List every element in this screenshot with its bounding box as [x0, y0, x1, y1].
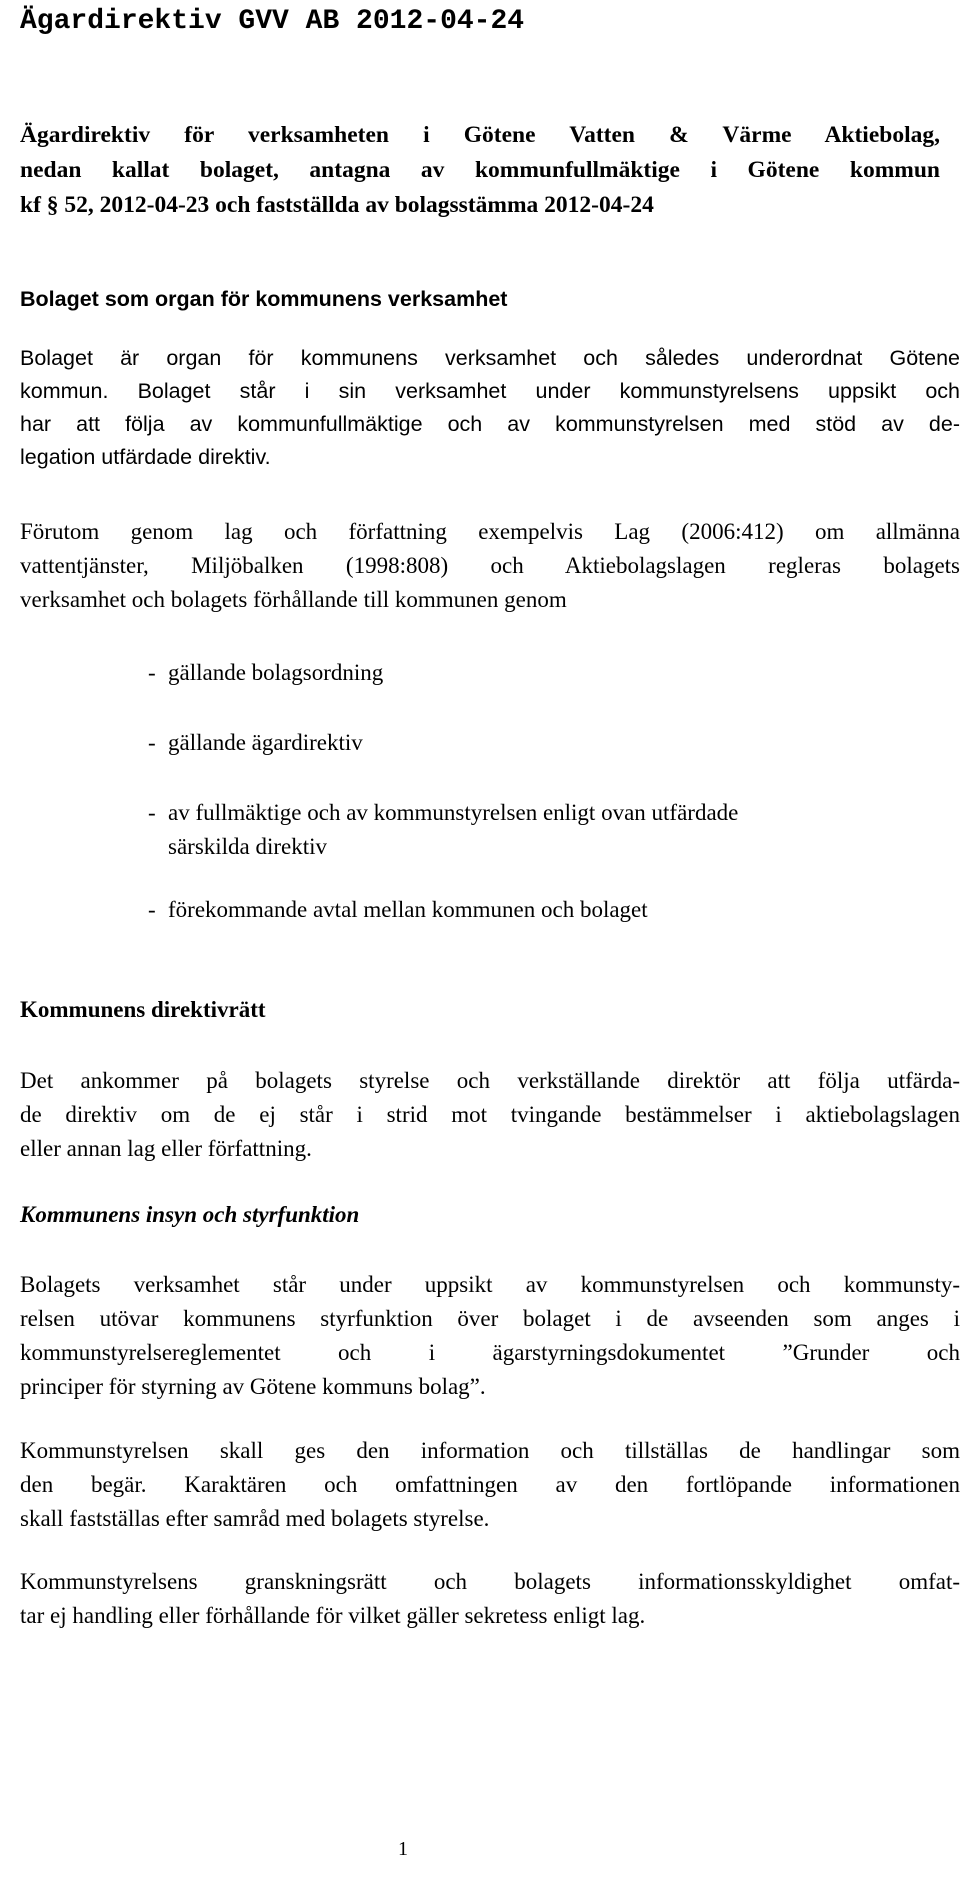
section-heading-organ: Bolaget som organ för kommunens verksamhet: [20, 287, 508, 311]
paragraph-direktivratt: [20, 1064, 960, 1166]
paragraph-line: kommun. Bolaget står i sin verksamhet under kommunstyrelsens uppsikt och: [20, 379, 960, 403]
document-title: Ägardirektiv GVV AB 2012-04-24: [20, 6, 525, 37]
list-item-text: gällande bolagsordning: [168, 660, 384, 685]
page-number: 1: [398, 1838, 408, 1860]
paragraph-organ: [20, 342, 960, 474]
paragraph-line: Förutom genom lag och författning exempelvis Lag (2006:412) om allmänna: [20, 519, 960, 544]
intro-line: nedan kallat bolaget, antagna av kommunfullmäktige i Götene kommun: [20, 157, 940, 183]
list-item-bolagsordning: [148, 656, 960, 690]
paragraph-insyn-2: [20, 1434, 960, 1536]
paragraph-line: Det ankommer på bolagets styrelse och verkställande direktör att följa utfärda-: [20, 1068, 960, 1093]
paragraph-line: relsen utövar kommunens styrfunktion över bolaget i de avseenden som anges i: [20, 1306, 960, 1331]
paragraph-line: tar ej handling eller förhållande för vilket gäller sekretess enligt lag.: [20, 1603, 646, 1628]
list-item-agardirektiv: [148, 726, 960, 760]
list-dash: -: [148, 730, 156, 755]
list-dash: -: [148, 800, 156, 825]
list-item-text: gällande ägardirektiv: [168, 730, 363, 755]
list-item-text: särskilda direktiv: [168, 834, 328, 859]
list-dash: -: [148, 660, 156, 685]
list-item-sarskilda-direktiv: [148, 796, 960, 864]
paragraph-forutom: [20, 515, 960, 617]
paragraph-line: Kommunstyrelsens granskningsrätt och bolagets informationsskyldighet omfat-: [20, 1569, 960, 1594]
paragraph-insyn-1: [20, 1268, 960, 1404]
list-item-text: av fullmäktige och av kommunstyrelsen enligt ovan utfärdade: [168, 800, 739, 825]
paragraph-line: Bolagets verksamhet står under uppsikt av kommunstyrelsen och kommunsty-: [20, 1272, 960, 1297]
intro-line: kf § 52, 2012-04-23 och fastställda av bolagsstämma 2012-04-24: [20, 192, 654, 218]
intro-line: Ägardirektiv för verksamheten i Götene Vatten & Värme Aktiebolag,: [20, 122, 940, 148]
list-dash: -: [148, 897, 156, 922]
paragraph-line: kommunstyrelsereglementet och i ägarstyrningsdokumentet ”Grunder och: [20, 1340, 960, 1365]
paragraph-line: skall fastställas efter samråd med bolagets styrelse.: [20, 1506, 490, 1531]
paragraph-line: eller annan lag eller författning.: [20, 1136, 312, 1161]
list-item-avtal: [148, 893, 960, 927]
paragraph-line: har att följa av kommunfullmäktige och av kommunstyrelsen med stöd av de-: [20, 412, 960, 436]
intro-heading: [20, 118, 940, 223]
paragraph-line: de direktiv om de ej står i strid mot tvingande bestämmelser i aktiebolagslagen: [20, 1102, 960, 1127]
paragraph-line: Bolaget är organ för kommunens verksamhet och således underordnat Götene: [20, 346, 960, 370]
section-heading-insyn: Kommunens insyn och styrfunktion: [20, 1202, 360, 1227]
paragraph-insyn-3: [20, 1565, 960, 1633]
paragraph-line: vattentjänster, Miljöbalken (1998:808) och Aktiebolagslagen regleras bolagets: [20, 553, 960, 578]
paragraph-line: verksamhet och bolagets förhållande till kommunen genom: [20, 587, 567, 612]
paragraph-line: Kommunstyrelsen skall ges den information och tillställas de handlingar som: [20, 1438, 960, 1463]
section-heading-direktivratt: Kommunens direktivrätt: [20, 997, 266, 1022]
paragraph-line: principer för styrning av Götene kommuns bolag”.: [20, 1374, 486, 1399]
list-item-text: förekommande avtal mellan kommunen och bolaget: [168, 897, 648, 922]
paragraph-line: den begär. Karaktären och omfattningen av den fortlöpande informationen: [20, 1472, 960, 1497]
paragraph-line: legation utfärdade direktiv.: [20, 445, 271, 469]
